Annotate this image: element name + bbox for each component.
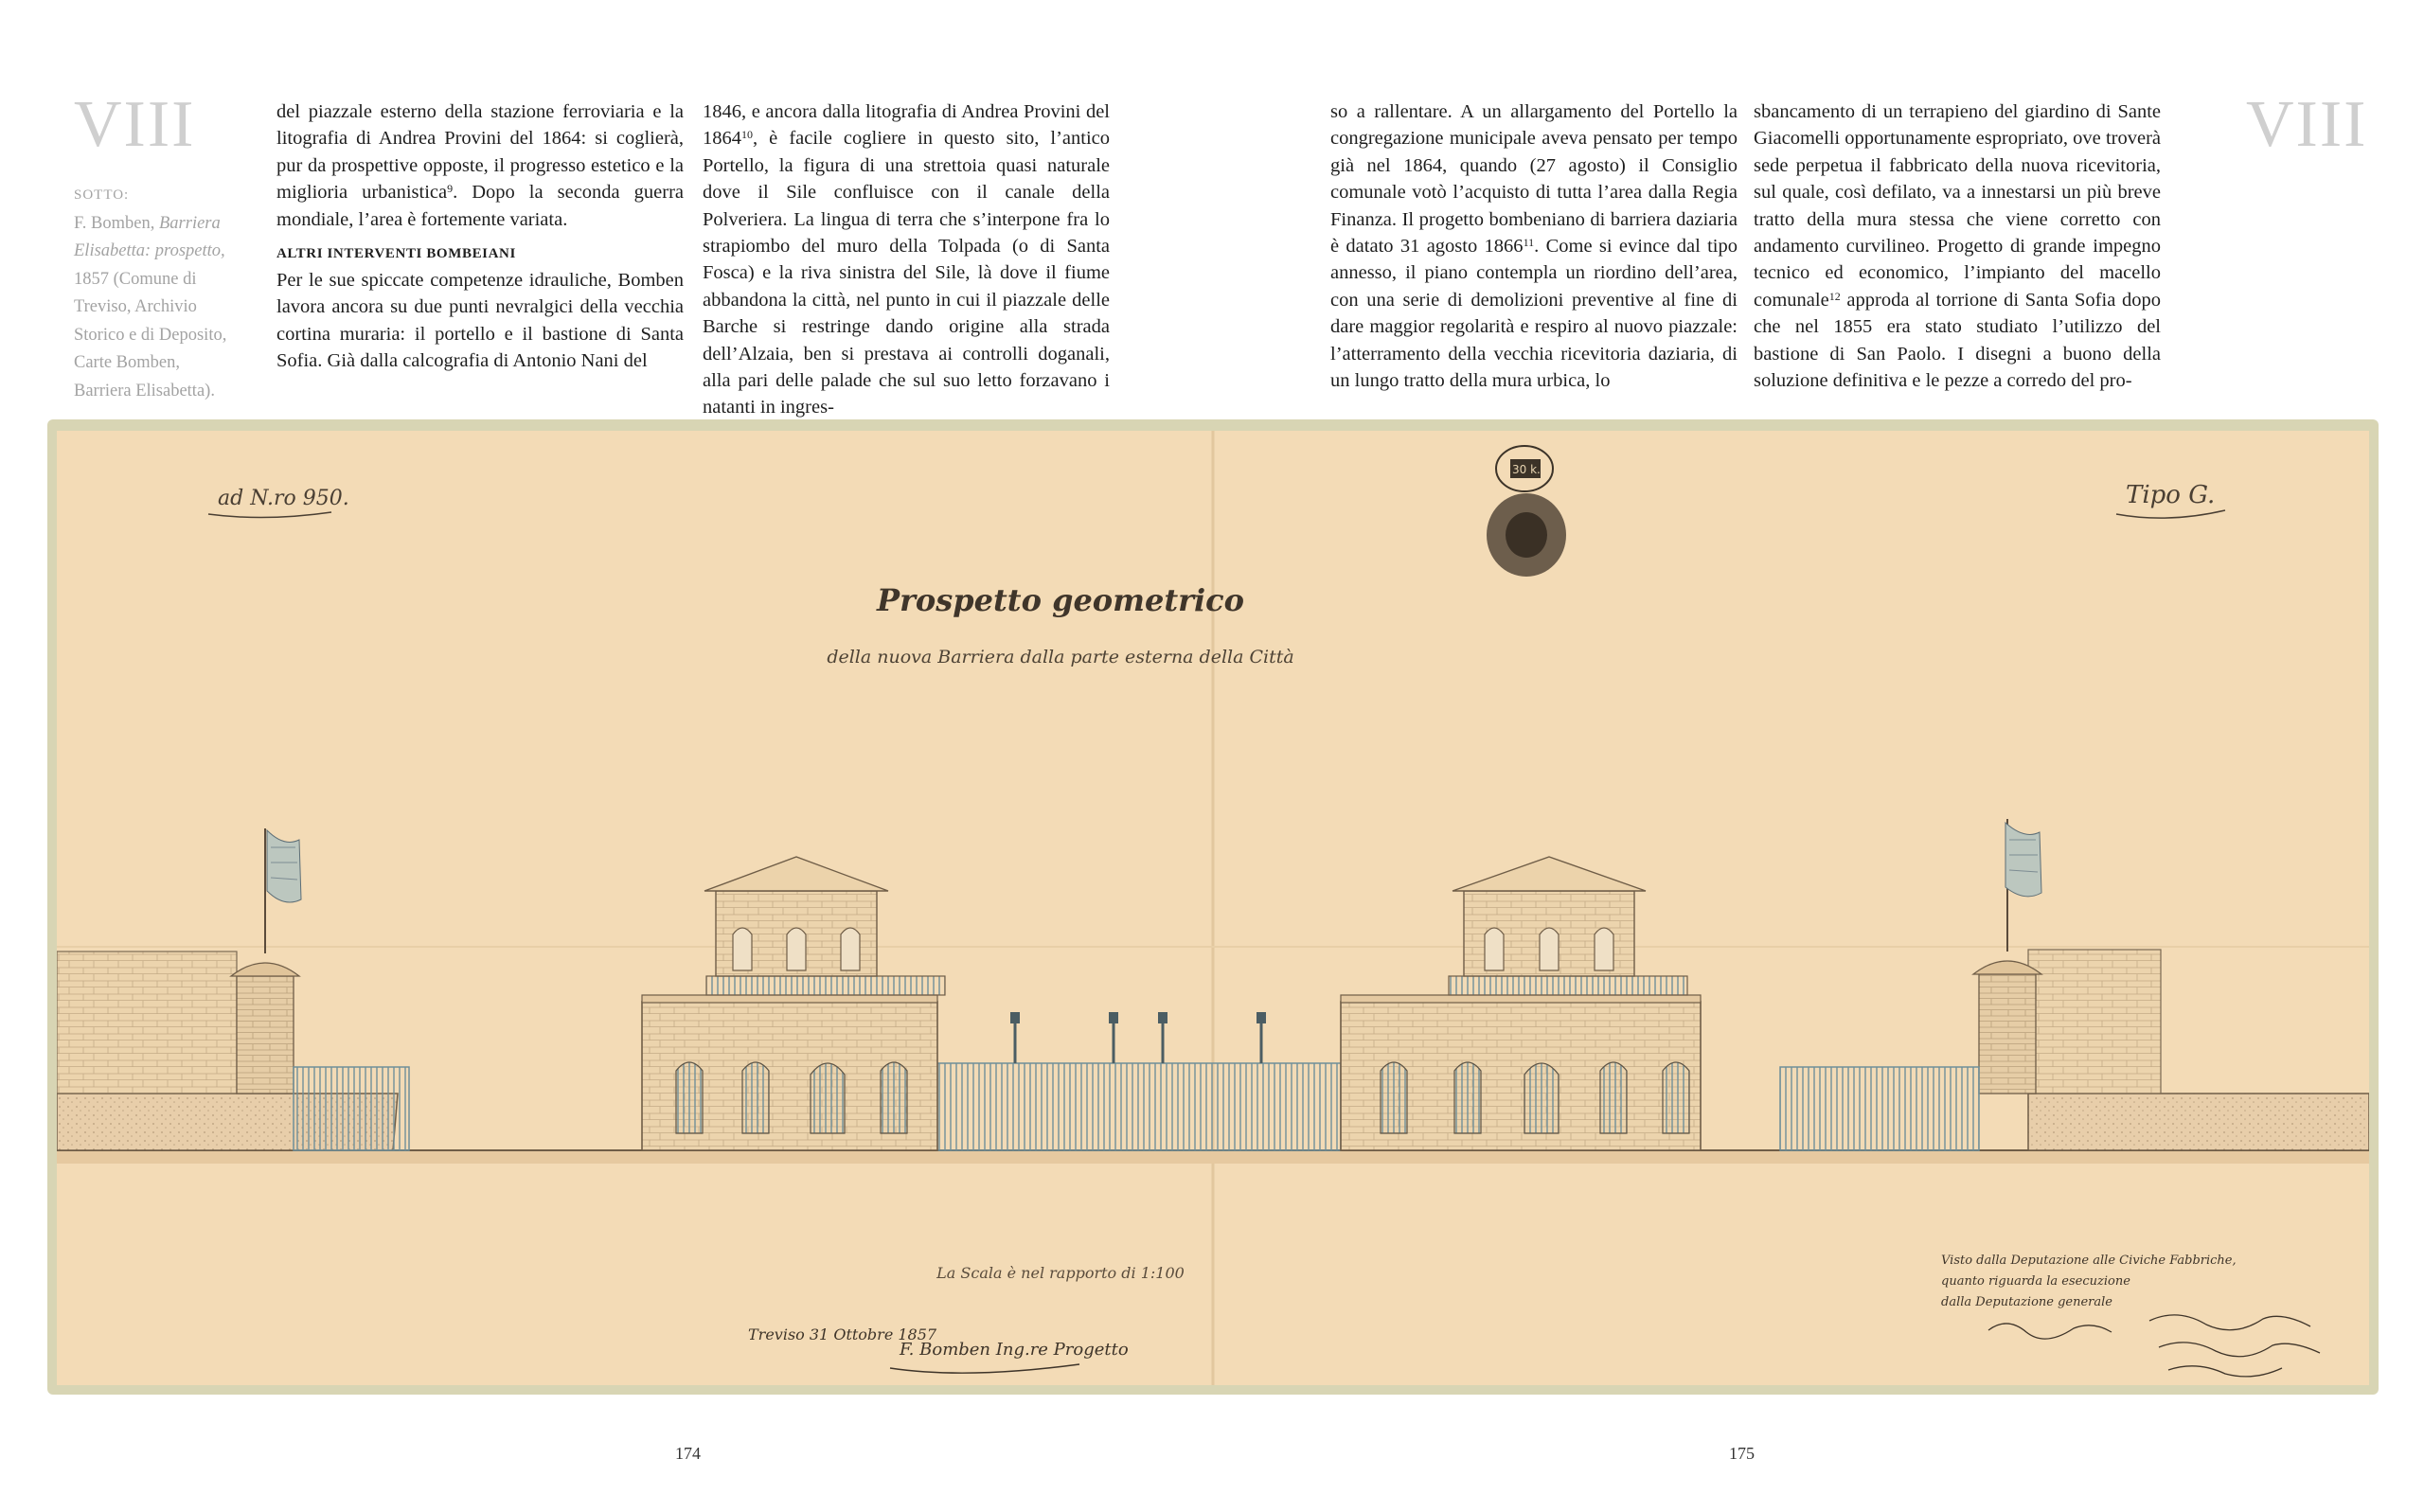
figure-caption xyxy=(74,182,241,405)
page-number-left: 174 xyxy=(675,1444,701,1463)
section-heading: ALTRI INTERVENTI BOMBEIANI xyxy=(276,246,516,262)
drawing-subtitle: della nuova Barriera dalla parte esterna della Città xyxy=(827,647,1294,667)
city-wall-right xyxy=(2028,950,2161,1094)
drawing-type: Tipo G. xyxy=(2126,481,2216,509)
text-column-4 xyxy=(1754,98,2161,394)
caption-label: SOTTO: xyxy=(74,187,130,203)
signature-place-date: Treviso 31 Ottobre 1857 xyxy=(748,1325,937,1343)
chapter-number-left: VIII xyxy=(74,88,196,161)
embankment-right xyxy=(2028,1094,2369,1150)
page-number-right: 175 xyxy=(1729,1444,1755,1463)
footnote-ref: 12 xyxy=(1828,289,1841,303)
flag-right-icon xyxy=(2005,823,2041,897)
footnote-ref: 10 xyxy=(741,128,753,142)
footnote-ref: 9 xyxy=(447,182,454,196)
text-column-2 xyxy=(703,98,1110,421)
approval-text-line: dalla Deputazione generale xyxy=(1941,1295,2112,1309)
caption-details: 1857 (Comune di Treviso, Archivio Storico e di Deposito, Carte Bomben, Barriera Elisabetta). xyxy=(74,269,227,400)
text-run: so a rallentare. A un allargamento del Portello la congregazione municipale aveva pensato per tempo già nel 1864, quando (27 agosto) il Consiglio comunale votò l’acquisto di tutta l’area dalla Regia Finanza. Il progetto bombeniano di barriera daziaria è datato 31 agosto 1866 xyxy=(1330,101,1738,258)
approval-text-line: quanto riguarda la esecuzione xyxy=(1941,1274,2130,1289)
text-run: approda al torrione di Santa Sofia dopo che nel 1855 era stato studiato l’utilizzo del bastione di San Paolo. I disegni a buono della soluzione definitiva e le pezze a corredo del pro- xyxy=(1754,289,2161,392)
city-wall-left xyxy=(57,952,237,1094)
drawing-title: Prospetto geometrico xyxy=(877,582,1244,618)
text-run: del piazzale esterno della stazione ferroviaria e la litografia di Andrea Provini del 1864: si coglierà, pur da prospettive opposte, il progresso estetico e la miglioria urbanistica xyxy=(276,101,684,204)
paragraph xyxy=(276,98,684,233)
paragraph xyxy=(1330,98,1738,394)
architectural-drawing xyxy=(57,431,2369,1385)
signature-name: F. Bomben Ing.re Progetto xyxy=(900,1340,1129,1360)
text-column-3 xyxy=(1330,98,1738,394)
chapter-number-right: VIII xyxy=(2246,88,2368,161)
text-run: 1846, e ancora dalla litografia di Andrea Provini del 1864 xyxy=(703,101,1110,150)
caption-title: Barriera Elisabetta: prospetto, xyxy=(74,213,225,260)
stamp-value: 30 k. xyxy=(1512,463,1541,476)
text-run: , è facile cogliere in questo sito, l’antico Portello, la figura di una strettoia quasi naturale dove il Sile confluisce con il canale della Polveriera. La lingua di terra che s’interpone fra lo strapiombo del muro della Tolpada (o di Santa Fosca) e la riva sinistra del Sile, là dove il fiume abbandona la città, nel punto in cui il piazzale delle Barche si restringe dando origine alla strada dell’Alzaia, ben si prestava ai controlli doganali, alla pari delle palade che sul suo letto forzavano i natanti in ingres- xyxy=(703,128,1110,418)
ground-base xyxy=(57,1150,2369,1164)
flag-left-icon xyxy=(267,830,301,902)
caption-author: F. Bomben, xyxy=(74,213,155,233)
text-column-1 xyxy=(276,98,684,375)
reference-number: ad N.ro 950. xyxy=(218,487,349,510)
footnote-ref: 11 xyxy=(1523,236,1535,250)
paragraph xyxy=(1754,98,2161,394)
approval-text-line: Visto dalla Deputazione alle Civiche Fabbriche, xyxy=(1941,1254,2237,1268)
paragraph xyxy=(703,98,1110,421)
text-run: sbancamento di un terrapieno del giardino di Sante Giacomelli opportunamente espropriato, ove troverà sede perpetua il fabbricato della nuova ricevitoria, sul quale, così defilato, va a innestarsi un più breve tratto della mura stessa che viene corretto con andamento curvilineo. Progetto di grande impegno tecnico ed economico, l’impianto del macello comunale xyxy=(1754,101,2161,311)
scale-note: La Scala è nel rapporto di 1:100 xyxy=(936,1264,1185,1282)
text-run: . Dopo la seconda guerra mondiale, l’area è fortemente variata. xyxy=(276,182,684,230)
text-run: . Come si evince dal tipo annesso, il piano contempla un riordino dell’area, con una serie di demolizioni preventive al fine di dare maggior regolarità e respiro al nuovo piazzale: l’atterramento della vecchia ricevitoria daziaria, di un lungo tratto della mura urbica, lo xyxy=(1330,236,1738,392)
paragraph: Per le sue spiccate competenze idrauliche, Bomben lavora ancora su due punti nevralgici della vecchia cortina muraria: il portello e il bastione di Santa Sofia. Già dalla calcografia di Antonio Nani del xyxy=(276,270,684,372)
